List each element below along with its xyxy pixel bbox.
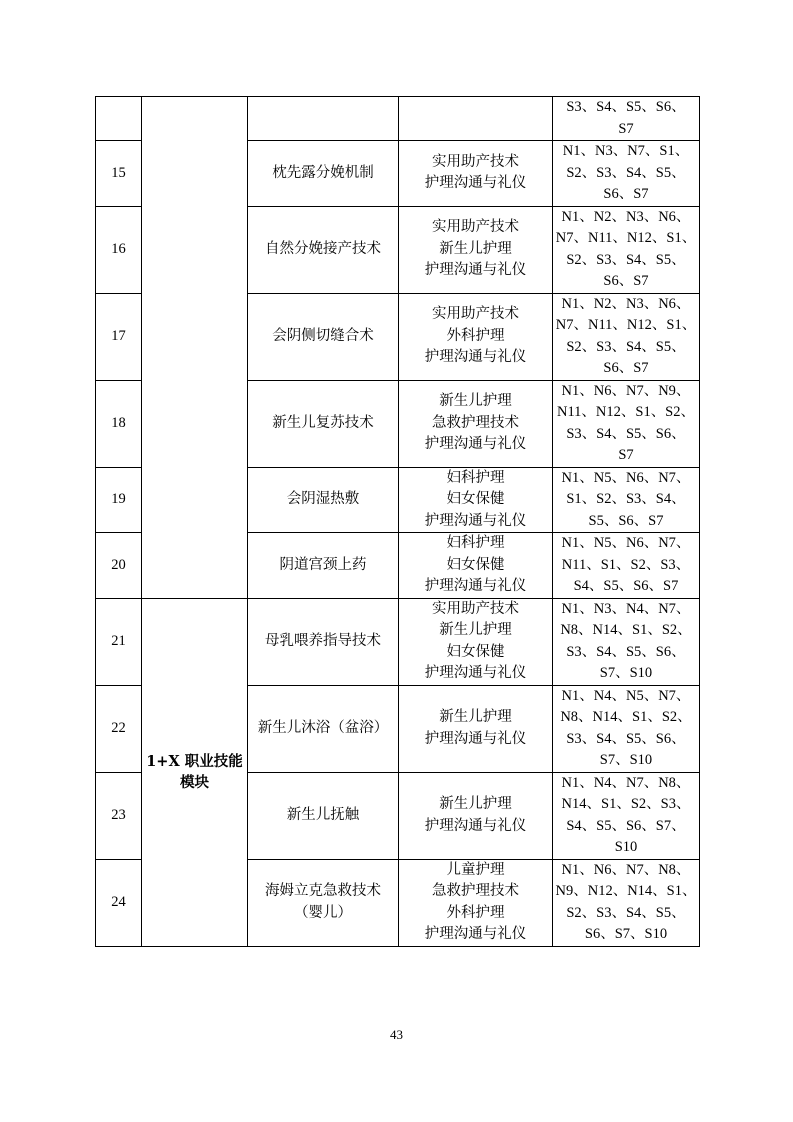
module-label-line: 模块: [180, 774, 209, 791]
course-line: 新生儿护理: [439, 622, 512, 638]
course-line: 儿童护理: [446, 861, 505, 878]
module-cell-previous: [142, 97, 248, 599]
row-number: 15: [96, 141, 142, 207]
row-number: [96, 97, 142, 141]
row-number: 23: [96, 772, 142, 859]
table-row: [96, 97, 700, 141]
course-line: 妇科护理: [446, 469, 505, 486]
course-list: [399, 97, 553, 141]
course-list: [399, 598, 553, 685]
code-line: S6、S7: [603, 360, 649, 376]
competency-codes: [553, 467, 700, 533]
course-line: 新生儿护理: [439, 709, 512, 725]
project-name: 新生儿沐浴（盆浴）: [248, 685, 399, 772]
competency-codes: [553, 206, 700, 293]
project-name: 阴道宫颈上药: [248, 533, 399, 599]
course-line: 妇科护理: [446, 535, 505, 551]
course-line: 护理沟通与礼仪: [424, 730, 527, 747]
project-name: 自然分娩接产技术: [248, 206, 399, 293]
table-row: [96, 598, 700, 685]
page-number: 43: [390, 1027, 403, 1042]
course-line: 护理沟通与礼仪: [424, 926, 527, 942]
course-line: 急救护理技术: [432, 414, 519, 431]
course-line: 实用助产技术: [432, 306, 519, 323]
competency-codes: [553, 772, 700, 859]
code-line: S3、S4、S5、S6、: [566, 425, 686, 442]
course-line: 新生儿护理: [439, 796, 512, 812]
course-list: [399, 685, 553, 772]
course-line: 外科护理: [446, 327, 505, 344]
row-number: 16: [96, 206, 142, 293]
code-line: N9、N12、N14、S1、: [555, 883, 697, 899]
project-name: [248, 97, 399, 141]
code-line: N7、N11、N12、S1、: [555, 317, 697, 333]
course-line: 护理沟通与礼仪: [424, 175, 527, 192]
project-name-line: （婴儿）: [294, 904, 352, 921]
code-line: N1、N4、N7、N8、: [561, 774, 691, 791]
project-name: 会阴湿热敷: [248, 467, 399, 533]
course-line: 妇女保健: [446, 491, 505, 507]
code-line: S6、S7: [603, 186, 649, 202]
course-list: [399, 533, 553, 599]
project-name: 枕先露分娩机制: [248, 141, 399, 207]
competency-codes: [553, 380, 700, 467]
code-line: N11、N12、S1、S2、: [556, 404, 696, 420]
project-name-line: 海姆立克急救技术: [265, 883, 381, 899]
code-line: N1、N6、N7、N8、: [561, 861, 691, 878]
competency-codes: [553, 293, 700, 380]
row-number: 20: [96, 533, 142, 599]
course-line: 妇女保健: [446, 643, 505, 660]
code-line: N8、N14、S1、S2、: [560, 622, 692, 638]
course-line: 妇女保健: [446, 556, 505, 573]
code-line: S4、S5、S6、S7: [573, 578, 679, 594]
code-line: S7、S10: [599, 665, 653, 681]
competency-codes: [553, 141, 700, 207]
row-number: 18: [96, 380, 142, 467]
code-line: N7、N11、N12、S1、: [555, 230, 697, 246]
module-cell: [142, 598, 248, 946]
course-line: 护理沟通与礼仪: [424, 578, 527, 594]
code-line: S10: [614, 839, 638, 855]
project-name: 新生儿抚触: [248, 772, 399, 859]
code-line: S3、S4、S5、S6、: [566, 730, 686, 747]
code-line: N1、N5、N6、N7、: [561, 535, 691, 551]
course-line: 护理沟通与礼仪: [424, 349, 527, 366]
competency-codes: [553, 859, 700, 946]
row-number: 24: [96, 859, 142, 946]
course-list: [399, 380, 553, 467]
code-line: S7: [618, 120, 634, 137]
code-line: S2、S3、S4、S5、: [566, 164, 686, 181]
code-line: S3、S4、S5、S6、: [566, 643, 686, 660]
course-line: 外科护理: [446, 904, 505, 921]
code-line: N1、N2、N3、N6、: [561, 295, 691, 312]
course-line: 新生儿护理: [439, 393, 512, 410]
code-line: S7: [618, 447, 634, 463]
course-line: 护理沟通与礼仪: [424, 262, 527, 279]
module-label-line: 1+X 职业技能: [146, 752, 243, 770]
course-line: 实用助产技术: [432, 153, 519, 170]
course-list: [399, 293, 553, 380]
competency-codes: [553, 533, 700, 599]
code-line: N11、S1、S2、S3、: [561, 556, 691, 573]
competency-codes: [553, 685, 700, 772]
code-line: N1、N6、N7、N9、: [561, 382, 691, 399]
row-number: 17: [96, 293, 142, 380]
code-line: S3、S4、S5、S6、: [566, 99, 686, 115]
skills-table: [95, 96, 700, 947]
course-list: [399, 206, 553, 293]
course-list: [399, 772, 553, 859]
code-line: N1、N3、N7、S1、: [562, 143, 690, 159]
course-line: 急救护理技术: [432, 883, 519, 899]
row-number: 21: [96, 598, 142, 685]
course-line: 护理沟通与礼仪: [424, 817, 527, 834]
code-line: S2、S3、S4、S5、: [566, 904, 686, 921]
project-name: [248, 859, 399, 946]
code-line: N1、N4、N5、N7、: [561, 687, 691, 704]
code-line: N1、N2、N3、N6、: [561, 208, 691, 225]
code-line: N8、N14、S1、S2、: [560, 709, 692, 725]
course-line: 实用助产技术: [432, 219, 519, 236]
code-line: S2、S3、S4、S5、: [566, 338, 686, 355]
code-line: N14、S1、S2、S3、: [561, 796, 691, 812]
course-line: 实用助产技术: [432, 600, 519, 617]
course-list: [399, 141, 553, 207]
row-number: 22: [96, 685, 142, 772]
competency-codes: [553, 97, 700, 141]
competency-codes: [553, 598, 700, 685]
code-line: N1、N5、N6、N7、: [561, 469, 691, 486]
code-line: S1、S2、S3、S4、: [566, 491, 686, 507]
course-line: 护理沟通与礼仪: [424, 512, 527, 529]
course-line: 护理沟通与礼仪: [424, 665, 527, 681]
course-list: [399, 467, 553, 533]
code-line: S4、S5、S6、S7、: [566, 817, 686, 834]
code-line: N1、N3、N4、N7、: [561, 600, 691, 617]
code-line: S5、S6、S7: [588, 512, 664, 529]
code-line: S6、S7、S10: [584, 926, 668, 942]
code-line: S6、S7: [603, 273, 649, 289]
course-list: [399, 859, 553, 946]
project-name: 母乳喂养指导技术: [248, 598, 399, 685]
code-line: S7、S10: [599, 752, 653, 768]
course-line: 护理沟通与礼仪: [424, 436, 527, 453]
project-name: 新生儿复苏技术: [248, 380, 399, 467]
code-line: S2、S3、S4、S5、: [566, 251, 686, 268]
project-name: 会阴侧切缝合术: [248, 293, 399, 380]
course-line: 新生儿护理: [439, 240, 512, 257]
row-number: 19: [96, 467, 142, 533]
